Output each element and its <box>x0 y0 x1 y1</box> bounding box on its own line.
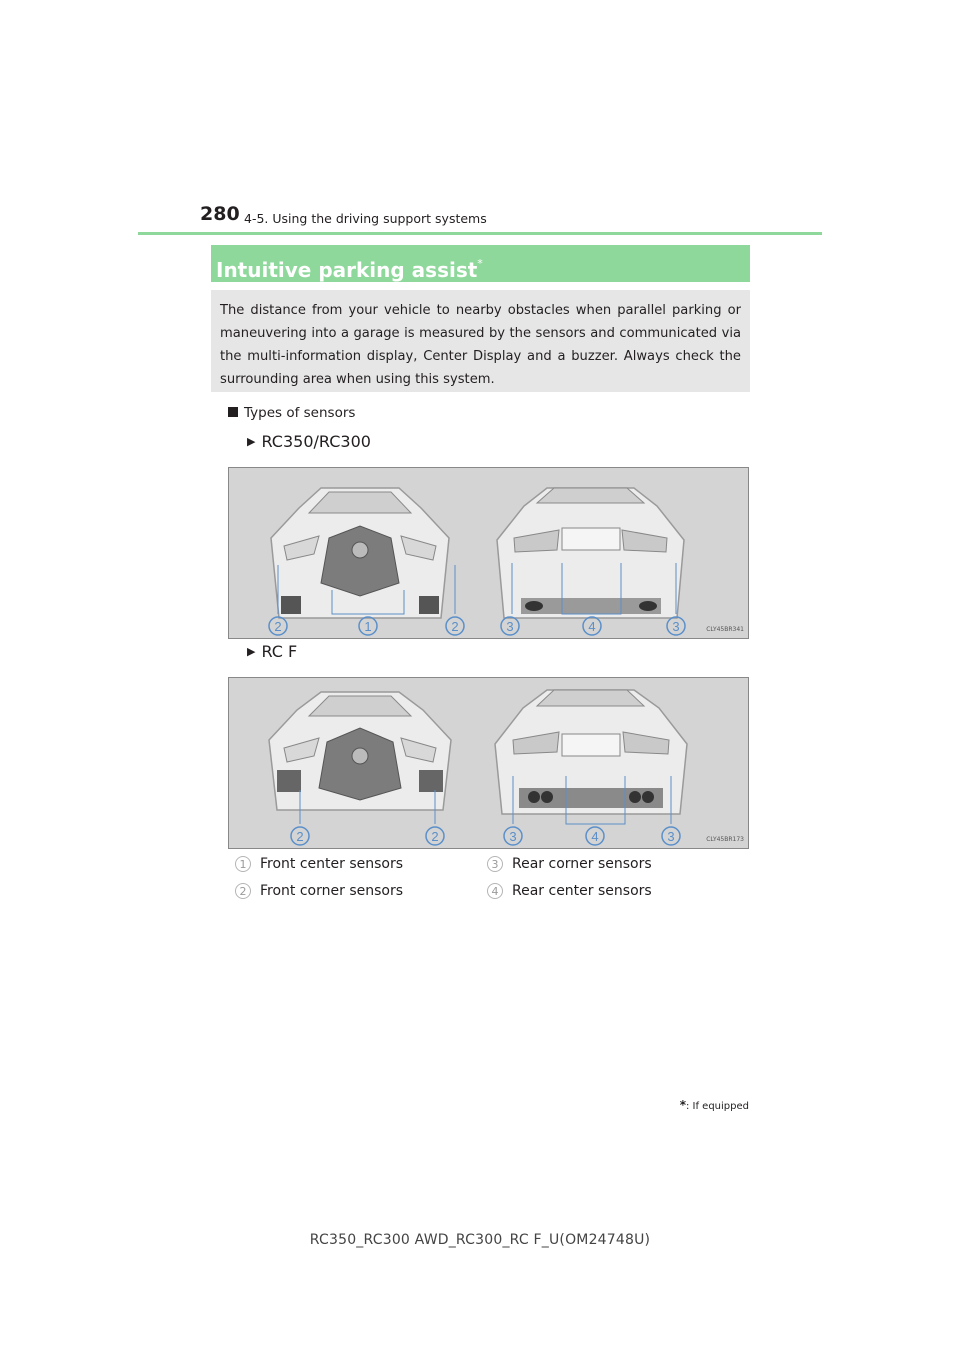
callout-2-front-right <box>426 827 444 845</box>
title-bar <box>211 245 750 282</box>
front-view-car-illustration <box>271 488 449 618</box>
subheading <box>228 405 355 421</box>
variant-label-rc350 <box>247 432 371 451</box>
callout-3-rear-right <box>667 617 685 635</box>
callout-2-front-left <box>291 827 309 845</box>
callout-number: 3 <box>667 829 675 844</box>
callout-2-front-right <box>446 617 464 635</box>
legend-number-badge: 3 <box>487 856 503 872</box>
callout-number: 2 <box>451 619 459 634</box>
callout-4-rear-center <box>586 827 604 845</box>
callout-number: 2 <box>296 829 304 844</box>
callout-4-rear-center <box>583 617 601 635</box>
legend-number-badge: 1 <box>235 856 251 872</box>
legend-label: Rear center sensors <box>512 883 652 899</box>
callout-number: 3 <box>509 829 517 844</box>
legend-number-badge: 4 <box>487 883 503 899</box>
triangle-bullet-icon: ▶ <box>247 645 256 658</box>
callout-1-front-center <box>359 617 377 635</box>
callout-2-front-left <box>269 617 287 635</box>
square-bullet-icon <box>228 407 238 417</box>
front-view-car-illustration <box>269 692 451 810</box>
variant-label-rcf <box>247 642 297 661</box>
page-number: 280 <box>200 203 240 225</box>
figure-code: CLY45BR173 <box>706 836 744 843</box>
legend-label: Front center sensors <box>260 856 404 872</box>
intro-box: The distance from your vehicle to nearby obstacles when parallel parking or maneuvering into a garage is measured by the sensors and communicated via the multi-information display, Center Display and a buzzer. Always check the surrounding area when using this system. <box>211 290 750 392</box>
sensor-figure-rc350 <box>228 467 749 639</box>
variant-label-text: RC F <box>261 642 298 661</box>
callout-number: 2 <box>431 829 439 844</box>
callout-number: 3 <box>506 619 514 634</box>
callout-group-fig1 <box>269 617 685 635</box>
callout-number: 4 <box>588 619 596 634</box>
header-rule <box>138 232 822 235</box>
callout-group-fig2 <box>291 827 680 845</box>
rear-view-car-illustration <box>495 690 687 814</box>
callout-3-rear-right <box>662 827 680 845</box>
callout-number: 2 <box>274 619 282 634</box>
legend-number-badge: 2 <box>235 883 251 899</box>
legend-label: Front corner sensors <box>260 883 404 899</box>
rear-view-car-illustration <box>497 488 684 618</box>
legend-label: Rear corner sensors <box>512 856 652 872</box>
section-title: 4-5. Using the driving support systems <box>244 211 487 226</box>
callout-3-rear-left <box>504 827 522 845</box>
footnote-text: : If equipped <box>685 1101 749 1112</box>
sensor-figure-rcf <box>228 677 749 849</box>
if-equipped-mark: * <box>477 257 483 270</box>
callout-number: 3 <box>672 619 680 634</box>
variant-label-text: RC350/RC300 <box>261 432 371 451</box>
triangle-bullet-icon: ▶ <box>247 435 256 448</box>
document-footer: RC350_RC300 AWD_RC300_RC F_U(OM24748U) <box>309 1232 651 1248</box>
page-title: Intuitive parking assist <box>216 258 478 282</box>
asterisk-mark: * <box>679 1098 686 1112</box>
footnote <box>680 1098 749 1112</box>
callout-number: 4 <box>591 829 599 844</box>
callout-number: 1 <box>364 619 372 634</box>
callout-3-rear-left <box>501 617 519 635</box>
subheading-label: Types of sensors <box>244 405 356 421</box>
figure-code: CLY45BR341 <box>706 626 744 633</box>
